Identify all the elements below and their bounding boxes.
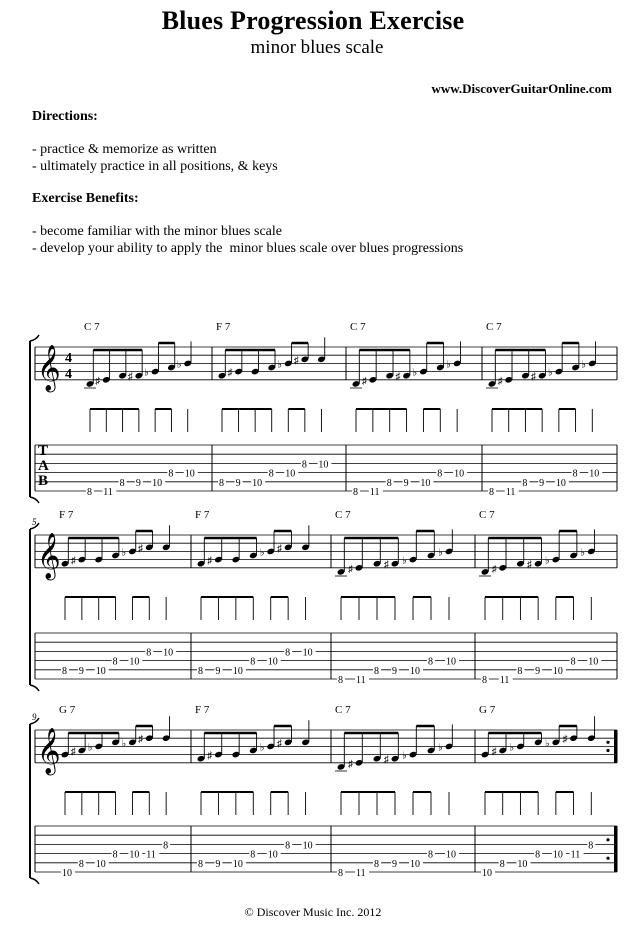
tab-fret-number: 8 (499, 858, 505, 870)
tab-fret-number: 8 (338, 675, 343, 686)
accidental-icon: ♯ (95, 375, 101, 387)
accidental-icon: ♯ (527, 559, 533, 571)
tab-fret-number: 10 (267, 656, 278, 668)
chord-symbol: F 7 (195, 704, 210, 716)
directions-heading: Directions: (32, 109, 98, 124)
tab-fret-number: 10 (555, 477, 566, 489)
tab-fret-number: 9 (135, 477, 141, 489)
accidental-icon: ♭ (438, 547, 443, 559)
accidental-icon: ♯ (491, 746, 497, 758)
accidental-icon: ♭ (121, 738, 127, 750)
accidental-icon: ♯ (293, 355, 299, 367)
accidental-icon: ♭ (547, 367, 553, 379)
tab-fret-number: 11 (356, 868, 366, 879)
tab-fret-number: 10 (302, 647, 313, 659)
tab-fret-number: 9 (78, 665, 84, 677)
accidental-icon: ♯ (227, 367, 233, 379)
tab-fret-number: 8 (489, 487, 494, 498)
tab-fret-number: 8 (268, 468, 274, 480)
benefits-item: - become familiar with the minor blues scale (32, 224, 282, 239)
treble-clef-icon: 𝄞 (37, 533, 61, 578)
tab-fret-number: 8 (119, 477, 125, 489)
accidental-icon: ♯ (207, 750, 213, 762)
tab-fret-number: 10 (446, 656, 456, 668)
time-signature-denominator: 4 (65, 367, 72, 382)
chord-symbol: C 7 (350, 321, 366, 333)
tab-fret-number: 11 (505, 487, 516, 498)
accidental-icon: ♭ (581, 359, 587, 371)
tab-fret-number: 8 (198, 858, 203, 870)
tab-fret-number: 10 (232, 858, 243, 870)
repeat-dot-icon (606, 857, 609, 860)
accidental-icon: ♭ (402, 750, 407, 762)
tab-fret-number: 10 (420, 477, 431, 489)
tab-fret-number: 10 (95, 665, 106, 677)
chord-symbol: F 7 (59, 509, 74, 521)
tab-label-b: B (38, 473, 49, 489)
tab-fret-number: 10 (454, 468, 465, 480)
accidental-icon: ♯ (348, 758, 353, 770)
chord-symbol: G 7 (479, 704, 496, 716)
tab-fret-number: 10 (517, 858, 528, 870)
bracket-curl-icon (30, 878, 39, 884)
repeat-dot-icon (606, 838, 609, 841)
bracket-curl-icon (30, 335, 39, 341)
treble-clef-icon: 𝄞 (37, 728, 61, 773)
accidental-icon: ♯ (70, 555, 76, 567)
tab-fret-number: 8 (301, 459, 307, 471)
tab-fret-number: 9 (215, 858, 221, 870)
tab-fret-number: 11 (570, 849, 581, 861)
tab-fret-number: 10 (410, 665, 420, 677)
accidental-icon: ♯ (207, 555, 213, 567)
directions-item: - practice & memorize as written (32, 142, 217, 157)
tab-fret-number: 8 (386, 477, 392, 489)
accidental-icon: ♭ (176, 359, 182, 371)
accidental-icon: ♯ (138, 543, 144, 555)
tab-fret-number: 8 (374, 858, 379, 870)
tab-fret-number: 11 (499, 675, 510, 686)
tab-fret-number: 8 (146, 647, 152, 659)
accidental-icon: ♯ (361, 375, 367, 387)
tab-fret-number: 8 (572, 468, 578, 480)
tab-fret-number: 8 (338, 868, 343, 879)
tab-fret-number: 8 (250, 849, 256, 861)
tab-fret-number: 10 (232, 665, 243, 677)
tab-fret-number: 8 (374, 665, 379, 677)
tab-fret-number: 10 (252, 477, 263, 489)
measure-number: 5 (32, 517, 37, 527)
directions-item: - ultimately practice in all positions, & keys (32, 159, 278, 174)
tab-fret-number: 8 (353, 487, 358, 498)
accidental-icon: ♭ (544, 555, 550, 567)
tab-fret-number: 8 (428, 656, 433, 668)
tab-fret-number: 11 (356, 675, 366, 686)
accidental-icon: ♯ (127, 371, 133, 383)
accidental-icon: ♭ (446, 359, 451, 371)
repeat-dot-icon (606, 741, 609, 744)
tab-fret-number: 10 (446, 849, 456, 861)
accidental-icon: ♭ (438, 742, 443, 754)
final-barline (614, 826, 617, 872)
accidental-icon: ♯ (491, 563, 497, 575)
tab-fret-number: 10 (552, 849, 563, 861)
chord-symbol: G 7 (59, 704, 76, 716)
chord-symbol: C 7 (335, 704, 351, 716)
tab-fret-number: 8 (163, 840, 169, 852)
tab-label-a: A (38, 458, 49, 474)
tab-fret-number: 8 (482, 675, 487, 686)
tab-fret-number: 8 (517, 665, 523, 677)
tab-fret-number: 8 (535, 849, 541, 861)
benefits-item: - develop your ability to apply the minor blues scale over blues progressions (32, 241, 464, 256)
tab-fret-number: 8 (570, 656, 576, 668)
tab-fret-number: 8 (285, 840, 291, 852)
time-signature-numerator: 4 (65, 351, 72, 366)
accidental-icon: ♭ (121, 547, 127, 559)
website-url: www.DiscoverGuitarOnline.com (431, 81, 612, 96)
tab-fret-number: 11 (146, 849, 156, 861)
tab-fret-number: 9 (392, 665, 397, 677)
accidental-icon: ♭ (259, 547, 265, 559)
tab-fret-number: 9 (535, 665, 541, 677)
tab-fret-number: 8 (588, 840, 594, 852)
tab-fret-number: 8 (522, 477, 528, 489)
tab-fret-number: 10 (588, 656, 599, 668)
tab-fret-number: 10 (552, 665, 563, 677)
accidental-icon: ♭ (509, 742, 515, 754)
tab-fret-number: 10 (129, 849, 140, 861)
chord-symbol: C 7 (84, 321, 100, 333)
tab-fret-number: 11 (369, 487, 380, 498)
bracket-curl-icon (30, 685, 39, 691)
tab-fret-number: 10 (410, 858, 420, 870)
chord-symbol: C 7 (486, 321, 502, 333)
tab-fret-number: 9 (403, 477, 409, 489)
accidental-icon: ♭ (87, 742, 93, 754)
tab-fret-number: 11 (103, 487, 113, 498)
tab-fret-number: 8 (219, 477, 224, 489)
page-subtitle: minor blues scale (250, 37, 384, 58)
final-barline (614, 730, 617, 763)
accidental-icon: ♭ (580, 547, 586, 559)
tab-fret-number: 9 (392, 858, 397, 870)
tab-fret-number: 10 (267, 849, 278, 861)
accidental-icon: ♯ (70, 746, 76, 758)
tab-fret-number: 8 (198, 665, 203, 677)
accidental-icon: ♯ (562, 734, 568, 746)
tab-fret-number: 10 (62, 868, 72, 879)
tab-fret-number: 9 (539, 477, 545, 489)
accidental-icon: ♯ (384, 754, 389, 766)
copyright-footer: © Discover Music Inc. 2012 (244, 905, 382, 919)
accidental-icon: ♭ (402, 555, 407, 567)
tab-fret-number: 8 (428, 849, 433, 861)
tab-fret-number: 8 (78, 858, 84, 870)
accidental-icon: ♯ (277, 738, 283, 750)
accidental-icon: ♯ (277, 543, 283, 555)
tab-fret-number: 9 (215, 665, 221, 677)
accidental-icon: ♯ (497, 375, 503, 387)
measure-number: 9 (32, 712, 37, 722)
tab-fret-number: 8 (62, 665, 67, 677)
accidental-icon: ♭ (412, 367, 418, 379)
tab-fret-number: 10 (184, 468, 195, 480)
tab-fret-number: 8 (87, 487, 92, 498)
chord-symbol: F 7 (195, 509, 210, 521)
accidental-icon: ♭ (259, 742, 265, 754)
tab-fret-number: 8 (112, 849, 118, 861)
tab-fret-number: 8 (168, 468, 174, 480)
tab-fret-number: 10 (318, 459, 329, 471)
tab-fret-number: 10 (95, 858, 106, 870)
tab-label-t: T (38, 443, 49, 459)
tab-fret-number: 10 (302, 840, 313, 852)
treble-clef-icon: 𝄞 (37, 345, 61, 390)
accidental-icon: ♯ (384, 559, 389, 571)
tab-fret-number: 10 (285, 468, 296, 480)
page-title: Blues Progression Exercise (161, 6, 465, 35)
tab-fret-number: 8 (285, 647, 291, 659)
accidental-icon: ♯ (395, 371, 401, 383)
tab-fret-number: 10 (129, 656, 140, 668)
chord-symbol: C 7 (335, 509, 351, 521)
accidental-icon: ♭ (144, 367, 149, 379)
accidental-icon: ♯ (138, 734, 144, 746)
tab-fret-number: 9 (235, 477, 241, 489)
chord-symbol: F 7 (216, 321, 231, 333)
tab-fret-number: 8 (437, 468, 443, 480)
tab-fret-number: 10 (163, 647, 174, 659)
accidental-icon: ♭ (277, 359, 283, 371)
tab-fret-number: 10 (589, 468, 600, 480)
bracket-curl-icon (30, 497, 39, 503)
tab-fret-number: 10 (482, 868, 492, 879)
tab-fret-number: 8 (112, 656, 118, 668)
chord-symbol: C 7 (479, 509, 495, 521)
benefits-heading: Exercise Benefits: (32, 191, 139, 206)
tab-fret-number: 8 (250, 656, 256, 668)
tab-fret-number: 10 (152, 477, 163, 489)
accidental-icon: ♯ (531, 371, 537, 383)
repeat-dot-icon (606, 749, 609, 752)
accidental-icon: ♭ (544, 738, 550, 750)
accidental-icon: ♯ (348, 563, 353, 575)
